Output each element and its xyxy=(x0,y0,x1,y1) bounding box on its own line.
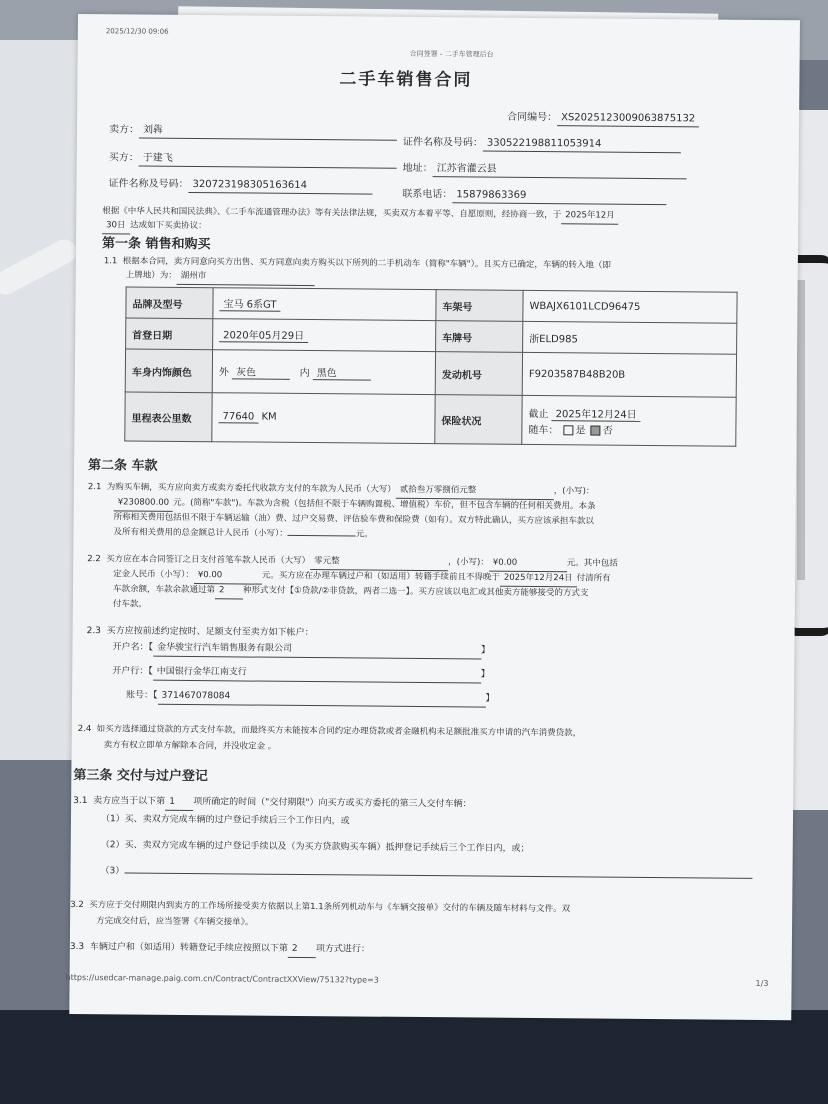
clause-2-4: 2.4 如买方选择通过贷款的方式支付车款，而最终买方未能按本合同约定办理贷款或者金融机构未足额批准买方申请的汽车消费贷款， xyxy=(77,724,582,739)
reg-date-value: 2020年05月29日 xyxy=(213,319,436,352)
clause-3-2: 3.2 买方应于交付期限内到卖方的工作场所接受卖方依据以上第1.1条所列机动车与《车辆交接单》交付的车辆及随车材料与文件。双 xyxy=(70,899,571,915)
bank-row: 开户行：【 中国银行金华江南支行 】 xyxy=(112,664,490,683)
checkbox-no xyxy=(591,425,601,435)
clause-1-1-line2: 上牌地）为： 湖州市 xyxy=(126,268,315,286)
vin-value: WBAJX6101LCD96475 xyxy=(523,290,737,323)
buyer-row: 买方： 于建飞 xyxy=(109,150,397,169)
clause-2-2-line4: 付车款。 xyxy=(112,599,147,610)
clause-2-2-line2: 定金人民币（小写）： ¥0.00 元。买方应在办理车辆过户和（如适用）转籍手续前且不得晚于 2025年12月24日 付清所有 xyxy=(113,567,611,587)
clause-1-1: 1.1 根据本合同，卖方同意向买方出售、买方同意向卖方购买以下所列的二手机动车（简称"车辆"）。且买方已确定，车辆的转入地（即 xyxy=(103,256,611,271)
contract-number: 合同编号： XS2025123009063875132 xyxy=(507,110,699,128)
brand-label: 品牌及型号 xyxy=(126,287,213,319)
reg-date-label: 首登日期 xyxy=(126,318,213,350)
engine-value: F9203587B48B20B xyxy=(522,352,736,397)
option-1: （1）买、卖双方完成车辆的过户登记手续后三个工作日内，或 xyxy=(100,814,350,827)
account-name-row: 开户名：【 金华骏宝行汽车销售服务有限公司 】 xyxy=(112,640,490,659)
clause-2-1-line2: ¥230800.00 元。(简称"车款")。车款为含税（包括但不限于车辆购置税、增值税）车价，但不包含车辆的任何相关费用。本条 xyxy=(114,495,596,515)
brand-value: 宝马 6系GT xyxy=(213,288,436,321)
print-timestamp: 2025/12/30 09:06 xyxy=(105,27,169,36)
clause-3-2-line2: 方完成交付后，应当签署《车辆交接单》。 xyxy=(96,916,254,928)
seller-id-row: 证件名称及号码： 330522198811053914 xyxy=(403,135,681,153)
print-breadcrumb: 合同签署 - 二手车管理后台 xyxy=(409,49,494,59)
insurance-label: 保险状况 xyxy=(435,395,522,445)
mileage-value: 77640 KM xyxy=(212,393,435,444)
intro-line-2: 30日 达成如下买卖协议： xyxy=(102,218,207,235)
contract-title: 二手车销售合同 xyxy=(339,69,473,91)
article-1-heading: 第一条 销售和购买 xyxy=(101,236,211,253)
checkbox-yes xyxy=(564,425,574,435)
clause-2-4-line2: 卖方有权立即单方解除本合同，并没收定金 。 xyxy=(103,740,277,752)
clause-3-3: 3.3 车辆过户和（如适用）转籍登记手续应按照以下第 2 项方式进行： xyxy=(70,940,370,959)
article-2-heading: 第二条 车款 xyxy=(87,458,158,474)
clause-2-1-line3: 所称相关费用包括但不限于车辆运输（油）费、过户交易费、评估验车费和保险费（如有）。双方特此确认，买方应该承担车款以 xyxy=(113,512,594,527)
account-number-row: 账号：【 371467078084 】 xyxy=(126,688,495,707)
plate-label: 车牌号 xyxy=(436,321,523,353)
color-value: 外 灰色 内 黑色 xyxy=(212,350,435,395)
insurance-value: 截止 2025年12月24日 随车： 是 否 xyxy=(522,395,736,446)
intro-line: 根据《中华人民共和国民法典》、《二手车流通管理办法》等有关法律法规，买卖双方本着平等、自愿原则，经协商一致，于 2025年12月 xyxy=(102,204,619,225)
clause-2-1-line4: 及所有相关费用的总金额总计人民币（小写）： 元。 xyxy=(113,527,373,540)
binder-clip-bar xyxy=(797,280,805,580)
clause-2-2: 2.2 买方应在本合同签订之日支付首笔车款人民币（大写） 零元整 ，(小写)： ¥0.00 元。其中包括 xyxy=(87,552,618,573)
vehicle-info-table xyxy=(124,286,737,446)
option-2: （2）买、卖双方完成车辆的过户登记手续以及（为买方贷款购买车辆）抵押登记手续后三个工作日内，或； xyxy=(100,840,530,854)
plate-value: 浙ELD985 xyxy=(523,321,737,354)
background-bottom xyxy=(0,1010,828,1104)
engine-label: 发动机号 xyxy=(435,352,522,396)
clause-2-1: 2.1 为购买车辆，买方应向卖方或卖方委托代收款方支付的车款为人民币（大写） 贰拾叁万零捌佰元整 ，(小写)： xyxy=(88,480,595,500)
mileage-label: 里程表公里数 xyxy=(125,392,212,442)
page-number: 1/3 xyxy=(755,978,769,989)
buyer-id-row: 证件名称及号码： 320723198305163614 xyxy=(108,176,372,194)
phone-row: 联系电话： 15879863369 xyxy=(402,187,666,205)
vin-label: 车架号 xyxy=(436,290,523,322)
address-row: 地址： 江苏省灌云县 xyxy=(403,161,687,179)
clause-2-2-line3: 车款余额，车款余款通过第 2 种形式支付【①贷款/②非贷款，两者二选一】。买方应该以电汇或其他卖方能够接受的方式支 xyxy=(112,584,589,599)
clause-2-3: 2.3 买方应按前述约定按时、足额支付至卖方如下帐户： xyxy=(86,626,314,639)
article-3-heading: 第三条 交付与过户登记 xyxy=(73,767,208,785)
color-label: 车身内饰颜色 xyxy=(125,349,212,393)
clause-3-1: 3.1 卖方应当于以下第 1 项所确定的时间（"交付期限"）向买方或买方委托的第三人交付车辆： xyxy=(73,795,472,810)
contract-page xyxy=(65,14,800,1020)
footer-url: https://usedcar-manage.paig.com.cn/Contract/ContractXXView/75132?type=3 xyxy=(65,972,379,985)
seller-row: 卖方： 刘犇 xyxy=(109,122,397,141)
option-3: （3） xyxy=(100,864,752,885)
background-left xyxy=(0,40,80,760)
